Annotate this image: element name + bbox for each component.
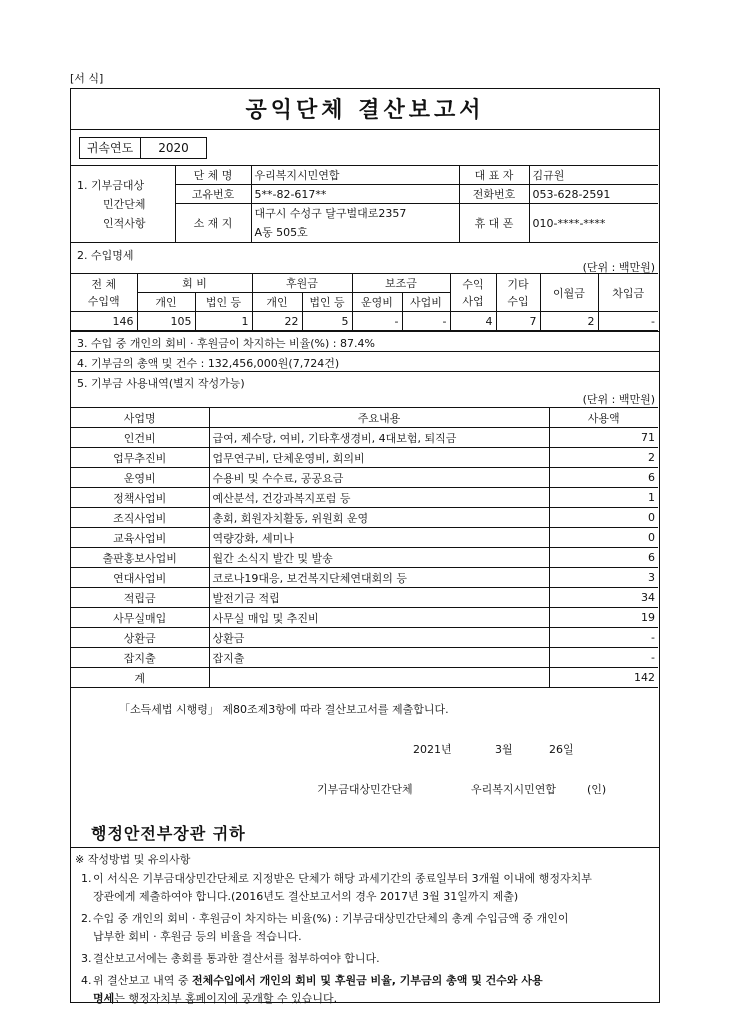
usage-table [71, 407, 658, 688]
income-h-sub-ops: 운영비 [352, 293, 402, 312]
year-box [79, 137, 207, 159]
usage-row-name: 교육사업비 [71, 528, 209, 548]
usage-row-content: 발전기금 적립 [209, 588, 549, 608]
usage-row [71, 648, 658, 668]
section-divider [71, 351, 659, 352]
income-value: 146 [71, 312, 137, 331]
title-divider [71, 129, 659, 130]
income-h-total-1: 전 체 [91, 277, 117, 291]
submit-day: 26일 [549, 743, 574, 756]
note-4-suffix: 는 행정자치부 홈페이지에 공개할 수 있습니다. [114, 992, 338, 1005]
section-divider [71, 331, 659, 332]
section-divider [71, 371, 659, 372]
usage-row-content: 역량강화, 세미나 [209, 528, 549, 548]
reg-number: 5**-82-617** [251, 185, 459, 204]
income-h-don-corp: 법인 등 [302, 293, 352, 312]
usage-row-amount: 71 [549, 428, 658, 448]
usage-row-content: 예산분석, 건강과복지포럼 등 [209, 488, 549, 508]
year-value: 2020 [158, 141, 189, 155]
income-section-title: 2. 수입명세 [77, 249, 134, 262]
reg-label: 고유번호 [175, 185, 251, 204]
note-4-prefix: 위 결산보고 내역 중 [93, 974, 192, 987]
usage-row [71, 548, 658, 568]
usage-row-content: 사무실 매입 및 추진비 [209, 608, 549, 628]
note-1-number: 1. [81, 872, 92, 885]
income-h-fee-personal: 개인 [137, 293, 195, 312]
usage-row-amount: 1 [549, 488, 658, 508]
income-h-total-2: 수입액 [87, 294, 120, 308]
usage-row [71, 628, 658, 648]
income-value: - [598, 312, 658, 331]
usage-row-amount: - [549, 628, 658, 648]
usage-h-name: 사업명 [71, 408, 209, 428]
org-section-label-3: 인적사항 [102, 216, 146, 230]
mobile-label: 휴 대 폰 [459, 204, 529, 243]
tel-number: 053-628-2591 [529, 185, 658, 204]
org-name-label: 단 체 명 [175, 166, 251, 185]
income-h-subsidy: 보조금 [352, 274, 450, 293]
usage-row-content: 월간 소식지 발간 및 발송 [209, 548, 549, 568]
rep-name: 김규원 [529, 166, 658, 185]
note-1-line-2: 장관에게 제출하여야 합니다.(2016년도 결산보고서의 경우 2017년 3월 31일까지 제출) [93, 890, 519, 903]
address-line-2: A동 505호 [254, 226, 308, 239]
note-4-emphasis-1: 전체수입에서 개인의 회비 및 후원금 비율, 기부금의 총액 및 건수와 사용 [192, 974, 543, 987]
income-h-other [496, 274, 540, 312]
form-label: [서 식] [70, 72, 104, 85]
income-value: - [402, 312, 450, 331]
income-h-profit [450, 274, 496, 312]
donation-total-line: 4. 기부금의 총액 및 건수 : 132,456,000원(7,724건) [77, 357, 340, 370]
usage-row [71, 528, 658, 548]
usage-row [71, 488, 658, 508]
usage-row-amount: 0 [549, 528, 658, 548]
usage-h-content: 주요내용 [209, 408, 549, 428]
usage-row-content: 상환금 [209, 628, 549, 648]
submit-org-type: 기부금대상민간단체 [317, 783, 413, 796]
income-table [71, 273, 658, 331]
usage-row-amount: 6 [549, 468, 658, 488]
usage-total-content [209, 668, 549, 688]
org-section-label-1: 1. 기부금대상 [77, 178, 145, 192]
usage-row [71, 428, 658, 448]
rep-label: 대 표 자 [459, 166, 529, 185]
usage-row-name: 연대사업비 [71, 568, 209, 588]
income-h-other-1: 기타 [507, 277, 529, 291]
usage-row [71, 588, 658, 608]
usage-row-name: 업무추진비 [71, 448, 209, 468]
income-h-donation: 후원금 [252, 274, 352, 293]
org-section-label-2: 민간단체 [102, 197, 146, 211]
usage-row-name: 정책사업비 [71, 488, 209, 508]
submit-seal: (인) [587, 783, 607, 796]
usage-unit: (단위 : 백만원) [582, 393, 655, 406]
usage-row-content: 업무연구비, 단체운영비, 회의비 [209, 448, 549, 468]
recipient: 행정안전부장관 귀하 [91, 824, 246, 843]
note-4 [81, 972, 653, 1008]
income-unit: (단위 : 백만원) [582, 261, 655, 274]
page-title: 공익단체 결산보고서 [245, 97, 485, 123]
submit-statement: 「소득세법 시행령」 제80조제3항에 따라 결산보고서를 제출합니다. [119, 703, 449, 716]
income-value: 105 [137, 312, 195, 331]
address-line-1: 대구시 수성구 달구벌대로2357 [254, 207, 407, 220]
usage-row-name: 상환금 [71, 628, 209, 648]
usage-row-name: 조직사업비 [71, 508, 209, 528]
org-info-table [71, 165, 658, 243]
usage-row [71, 448, 658, 468]
usage-row-amount: 19 [549, 608, 658, 628]
note-1 [81, 870, 653, 906]
income-h-profit-1: 수익 [462, 277, 484, 291]
usage-row-amount: 3 [549, 568, 658, 588]
notes-heading: ※ 작성방법 및 유의사항 [75, 853, 191, 866]
note-2 [81, 910, 653, 946]
tel-label: 전화번호 [459, 185, 529, 204]
usage-row-name: 운영비 [71, 468, 209, 488]
ratio-line: 3. 수입 중 개인의 회비 · 후원금이 차지하는 비율(%) : 87.4% [77, 337, 375, 350]
address [251, 204, 459, 243]
usage-row-content: 급여, 제수당, 여비, 기타후생경비, 4대보험, 퇴직금 [209, 428, 549, 448]
org-name: 우리복지시민연합 [251, 166, 459, 185]
income-value: 7 [496, 312, 540, 331]
usage-row [71, 608, 658, 628]
income-h-carry: 이월금 [540, 274, 598, 312]
addr-label: 소 재 지 [175, 204, 251, 243]
usage-row-name: 출판홍보사업비 [71, 548, 209, 568]
usage-row-amount: 0 [549, 508, 658, 528]
usage-row-name: 적립금 [71, 588, 209, 608]
note-3-number: 3. [81, 952, 92, 965]
note-4-number: 4. [81, 974, 92, 987]
income-h-fee: 회 비 [137, 274, 252, 293]
usage-row-name: 잡지출 [71, 648, 209, 668]
income-value: 1 [195, 312, 252, 331]
usage-row [71, 468, 658, 488]
note-2-line-2: 납부한 회비 · 후원금 등의 비율을 적습니다. [93, 930, 302, 943]
year-label: 귀속연도 [80, 138, 141, 158]
usage-total-label: 계 [71, 668, 209, 688]
note-3 [81, 950, 653, 968]
income-h-fee-corp: 법인 등 [195, 293, 252, 312]
usage-row-name: 사무실매입 [71, 608, 209, 628]
income-value: 2 [540, 312, 598, 331]
submit-month: 3월 [495, 743, 513, 756]
usage-row-amount: 34 [549, 588, 658, 608]
usage-h-amount: 사용액 [549, 408, 658, 428]
income-value: - [352, 312, 402, 331]
report-frame [70, 88, 660, 1003]
usage-row [71, 508, 658, 528]
usage-row-amount: 6 [549, 548, 658, 568]
income-value: 4 [450, 312, 496, 331]
note-2-line-1: 수입 중 개인의 회비 · 후원금이 차지하는 비율(%) : 기부금대상민간단체의 총계 수입금액 중 개인이 [93, 912, 569, 925]
submit-year: 2021년 [413, 743, 452, 756]
usage-row-content: 총회, 회원자치활동, 위원회 운영 [209, 508, 549, 528]
note-1-line-1: 이 서식은 기부금대상민간단체로 지정받은 단체가 해당 과세기간의 종료일부터 3개월 이내에 행정자치부 [93, 872, 592, 885]
note-4-emphasis-2: 명세 [93, 992, 115, 1005]
note-2-number: 2. [81, 912, 92, 925]
usage-row [71, 568, 658, 588]
usage-section-title: 5. 기부금 사용내역(별지 작성가능) [77, 377, 245, 390]
usage-row-content: 잡지출 [209, 648, 549, 668]
income-h-loan: 차입금 [598, 274, 658, 312]
income-value: 5 [302, 312, 352, 331]
income-h-sub-project: 사업비 [402, 293, 450, 312]
income-value: 22 [252, 312, 302, 331]
note-3-text: 결산보고서에는 총회를 통과한 결산서를 첨부하여야 합니다. [93, 952, 380, 965]
usage-row-amount: 2 [549, 448, 658, 468]
income-h-total [71, 274, 137, 312]
income-h-profit-2: 사업 [462, 294, 484, 308]
mobile-number: 010-****-**** [529, 204, 658, 243]
income-h-other-2: 수입 [507, 294, 529, 308]
notes-section [71, 847, 659, 1005]
org-section-label [71, 166, 175, 243]
usage-row-content: 수용비 및 수수료, 공공요금 [209, 468, 549, 488]
submit-org-name: 우리복지시민연합 [471, 783, 557, 796]
usage-row-name: 인건비 [71, 428, 209, 448]
usage-row-amount: - [549, 648, 658, 668]
usage-total-amount: 142 [549, 668, 658, 688]
usage-row-content: 코로나19대응, 보건복지단체연대회의 등 [209, 568, 549, 588]
income-h-don-personal: 개인 [252, 293, 302, 312]
